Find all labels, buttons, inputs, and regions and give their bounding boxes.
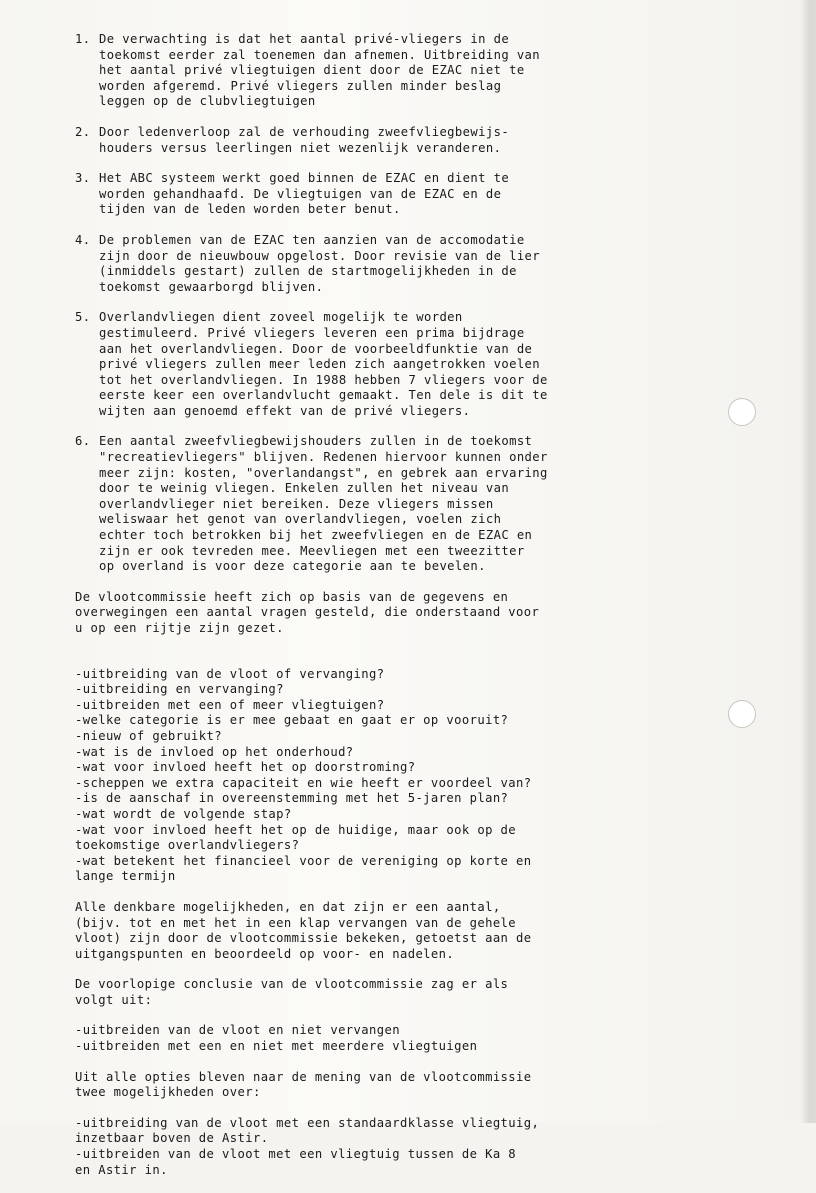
item-number: 3. <box>75 171 91 186</box>
conclusion-item: -uitbreiden met een en niet met meerdere vliegtuigen <box>75 1039 478 1054</box>
remaining-option-item: -uitbreiding van de vloot met een standaardklasse vliegtuig, inzetbaar boven de Astir. <box>75 1115 540 1146</box>
intro-paragraph: De vlootcommissie heeft zich op basis van de gegevens en overwegingen een aantal vragen gesteld, die onderstaand voor u op een rijtje zijn gezet. <box>75 589 540 635</box>
item-text: De problemen van de EZAC ten aanzien van de accomodatie zijn door de nieuwbouw opgelost. Door revisie van de lier (inmiddels gestart) zullen de startmogelijkheden in de toekomst gewaarborgd blijven. <box>99 232 541 294</box>
question-item: -wat voor invloed heeft het op doorstroming? <box>75 760 416 775</box>
item-text: Door ledenverloop zal de verhouding zweefvliegbewijs- houders versus leerlingen niet wezenlijk veranderen. <box>99 124 510 155</box>
numbered-item <box>75 125 595 156</box>
question-item: -welke categorie is er mee gebaat en gaat er op vooruit? <box>75 713 509 728</box>
question-item: -uitbreiding van de vloot of vervanging? <box>75 666 385 681</box>
question-item: -wat wordt de volgende stap? <box>75 806 292 821</box>
question-item: -is de aanschaf in overeenstemming met het 5-jaren plan? <box>75 791 509 806</box>
item-text: Het ABC systeem werkt goed binnen de EZAC en dient te worden gehandhaafd. De vliegtuigen van de EZAC en de tijden van de leden worden beter benut. <box>99 171 510 217</box>
page-edge-shadow <box>800 0 816 1123</box>
document-body <box>75 32 595 1193</box>
question-item: -wat voor invloed heeft het op de huidige, maar ook op de toekomstige overlandvliegers? <box>75 822 517 853</box>
conclusion-intro: De voorlopige conclusie van de vlootcommissie zag er als volgt uit: <box>75 977 509 1007</box>
numbered-item <box>75 233 595 295</box>
item-text: Overlandvliegen dient zoveel mogelijk te worden gestimuleerd. Privé vliegers leveren een prima bijdrage aan het overlandvliegen. Door de voorbeeldfunktie van de privé vliegers zullen meer leden zich aangetrokken voelen tot het overlandvliegen. In 1988 hebben 7 vliegers voor de eerste keer een overlandvlucht gemaakt. Ten dele is dit te wijten aan genoemd effekt van de privé vliegers. <box>99 310 548 418</box>
remaining-intro: Uit alle opties bleven naar de mening van de vlootcommissie twee mogelijkheden over: <box>75 1069 532 1100</box>
question-item: -wat is de invloed op het onderhoud? <box>75 744 354 759</box>
question-item: -wat betekent het financieel voor de vereniging op korte en lange termijn <box>75 853 532 884</box>
item-text: Een aantal zweefvliegbewijshouders zullen in de toekomst "recreatievliegers" blijven. Redenen hiervoor kunnen onder meer zijn: kosten, "overlandangst", en gebrek aan ervaring door te weinig vliegen. Enkelen zullen het niveau van overlandvlieger niet bereiken. Deze vliegers missen weliswaar het genot van overlandvliegen, voelen zich echter toch betrokken bij het zweefvliegen en de EZAC en zijn er ook tevreden mee. Meevliegen met een tweezitter op overland is voor deze categorie aan te bevelen. <box>99 434 548 574</box>
options-paragraph: Alle denkbare mogelijkheden, en dat zijn er een aantal, (bijv. tot en met het in een klap vervangen van de gehele vloot) zijn door de vlootcommissie bekeken, getoetst aan de uitgangspunten en beoordeeld op voor- en nadelen. <box>75 899 532 961</box>
item-number: 1. <box>75 32 91 46</box>
question-item: -uitbreiding en vervanging? <box>75 682 284 697</box>
item-number: 4. <box>75 232 91 247</box>
numbered-item <box>75 434 595 574</box>
question-list <box>75 667 595 885</box>
item-text: De verwachting is dat het aantal privé-vliegers in de toekomst eerder zal toenemen dan afnemen. Uitbreiding van het aantal privé vliegtuigen dient door de EZAC niet te worden afgeremd. Privé vliegers zullen minder beslag leggen op de clubvliegtuigen <box>99 32 541 109</box>
question-item: -scheppen we extra capaciteit en wie heeft er voordeel van? <box>75 775 532 790</box>
numbered-list <box>75 32 595 575</box>
item-number: 6. <box>75 434 91 449</box>
item-number: 2. <box>75 124 91 139</box>
punch-hole-top <box>728 398 756 426</box>
item-number: 5. <box>75 310 91 325</box>
numbered-item <box>75 310 595 419</box>
remaining-option-item: -uitbreiden van de vloot met een vliegtuig tussen de Ka 8 en Astir in. <box>75 1147 517 1177</box>
numbered-item <box>75 171 595 218</box>
conclusion-item: -uitbreiden van de vloot en niet vervangen <box>75 1023 400 1038</box>
remaining-options-list <box>75 1116 595 1178</box>
question-item: -nieuw of gebruikt? <box>75 728 223 743</box>
question-item: -uitbreiden met een of meer vliegtuigen? <box>75 697 385 712</box>
punch-hole-bottom <box>728 700 756 728</box>
numbered-item <box>75 32 595 110</box>
conclusion-list <box>75 1023 595 1054</box>
